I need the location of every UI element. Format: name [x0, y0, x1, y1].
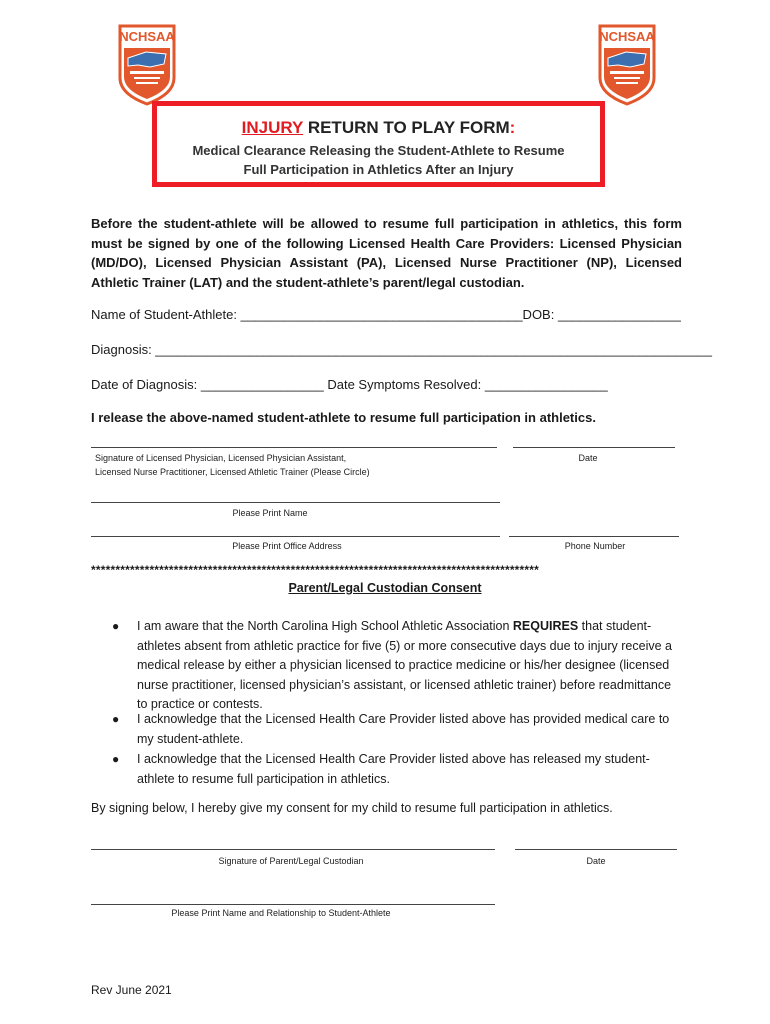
parent-print-name-caption: Please Print Name and Relationship to Student-Athlete	[171, 908, 391, 918]
bullet-icon: ●	[112, 752, 120, 766]
section-separator: ********************************************************************************************	[91, 563, 540, 577]
parent-signature-caption: Signature of Parent/Legal Custodian	[218, 856, 364, 866]
nchsaa-logo-left	[116, 22, 178, 106]
diagnosis-field[interactable]: Diagnosis: _____________________________________________________________________________	[91, 342, 713, 357]
parent-signature-line[interactable]	[91, 849, 495, 850]
consent-bullet-3: I acknowledge that the Licensed Health Care Provider listed above has released my student-athlete to resume full participation in athletics.	[137, 752, 650, 786]
consent-title: Parent/Legal Custodian Consent	[288, 581, 482, 595]
consent-bullet-2: I acknowledge that the Licensed Health Care Provider listed above has provided medical care to my student-athlete.	[137, 712, 670, 746]
bullet-icon: ●	[112, 619, 120, 633]
provider-signature-line[interactable]	[91, 447, 497, 448]
office-address-line[interactable]	[91, 536, 500, 537]
form-title-box	[152, 101, 605, 187]
parent-date-caption: Date	[586, 856, 606, 866]
form-subtitle: Medical Clearance Releasing the Student-Athlete to Resume Full Participation in Athletics After an Injury	[192, 143, 565, 177]
provider-signature-caption: Signature of Licensed Physician, Licensed Physician Assistant, Licensed Nurse Practitioner, Licensed Athletic Trainer (Please Circle)	[95, 453, 370, 477]
release-statement: I release the above-named student-athlete to resume full participation in athletics.	[91, 410, 596, 425]
nchsaa-logo-right	[596, 22, 658, 106]
phone-number-caption: Phone Number	[564, 541, 626, 551]
svg-text:NCHSAA: NCHSAA	[599, 29, 655, 44]
bullet-icon: ●	[112, 712, 120, 726]
consent-bullet-1: I am aware that the North Carolina High School Athletic Association REQUIRES that student-athletes absent from athletic practice for five (5) or more consecutive days due to injury receive a medical release by either a physician licensed to practice medicine or his/her designee (licensed nurse practitioner, licensed physician’s assistant, or licensed athletic trainer) before readmittance to practice or contests.	[137, 619, 672, 711]
print-name-line[interactable]	[91, 502, 500, 503]
student-name-dob-field[interactable]: Name of Student-Athlete: _______________________________________DOB: _________________	[91, 307, 681, 322]
form-title: INJURY RETURN TO PLAY FORM:	[241, 118, 516, 137]
revision-footer: Rev June 2021	[91, 983, 172, 997]
print-name-caption: Please Print Name	[232, 508, 308, 518]
phone-number-line[interactable]	[509, 536, 679, 537]
provider-date-line[interactable]	[513, 447, 675, 448]
diagnosis-dates-field[interactable]: Date of Diagnosis: _________________ Date Symptoms Resolved: _________________	[91, 377, 608, 392]
parent-print-name-line[interactable]	[91, 904, 495, 905]
consent-closing: By signing below, I hereby give my consent for my child to resume full participation in athletics.	[91, 801, 613, 815]
parent-date-line[interactable]	[515, 849, 677, 850]
office-address-caption: Please Print Office Address	[232, 541, 342, 551]
provider-date-caption: Date	[578, 453, 598, 463]
svg-text:NCHSAA: NCHSAA	[119, 29, 175, 44]
intro-paragraph: Before the student-athlete will be allowed to resume full participation in athletics, this form must be signed by one of the following Licensed Health Care Providers: Licensed Physician (MD/DO), Licensed Physician Assistant (PA), Licensed Nurse Practitioner (NP), Licensed Athletic Trainer (LAT) and the student-athlete’s parent/legal custodian.	[91, 216, 682, 290]
